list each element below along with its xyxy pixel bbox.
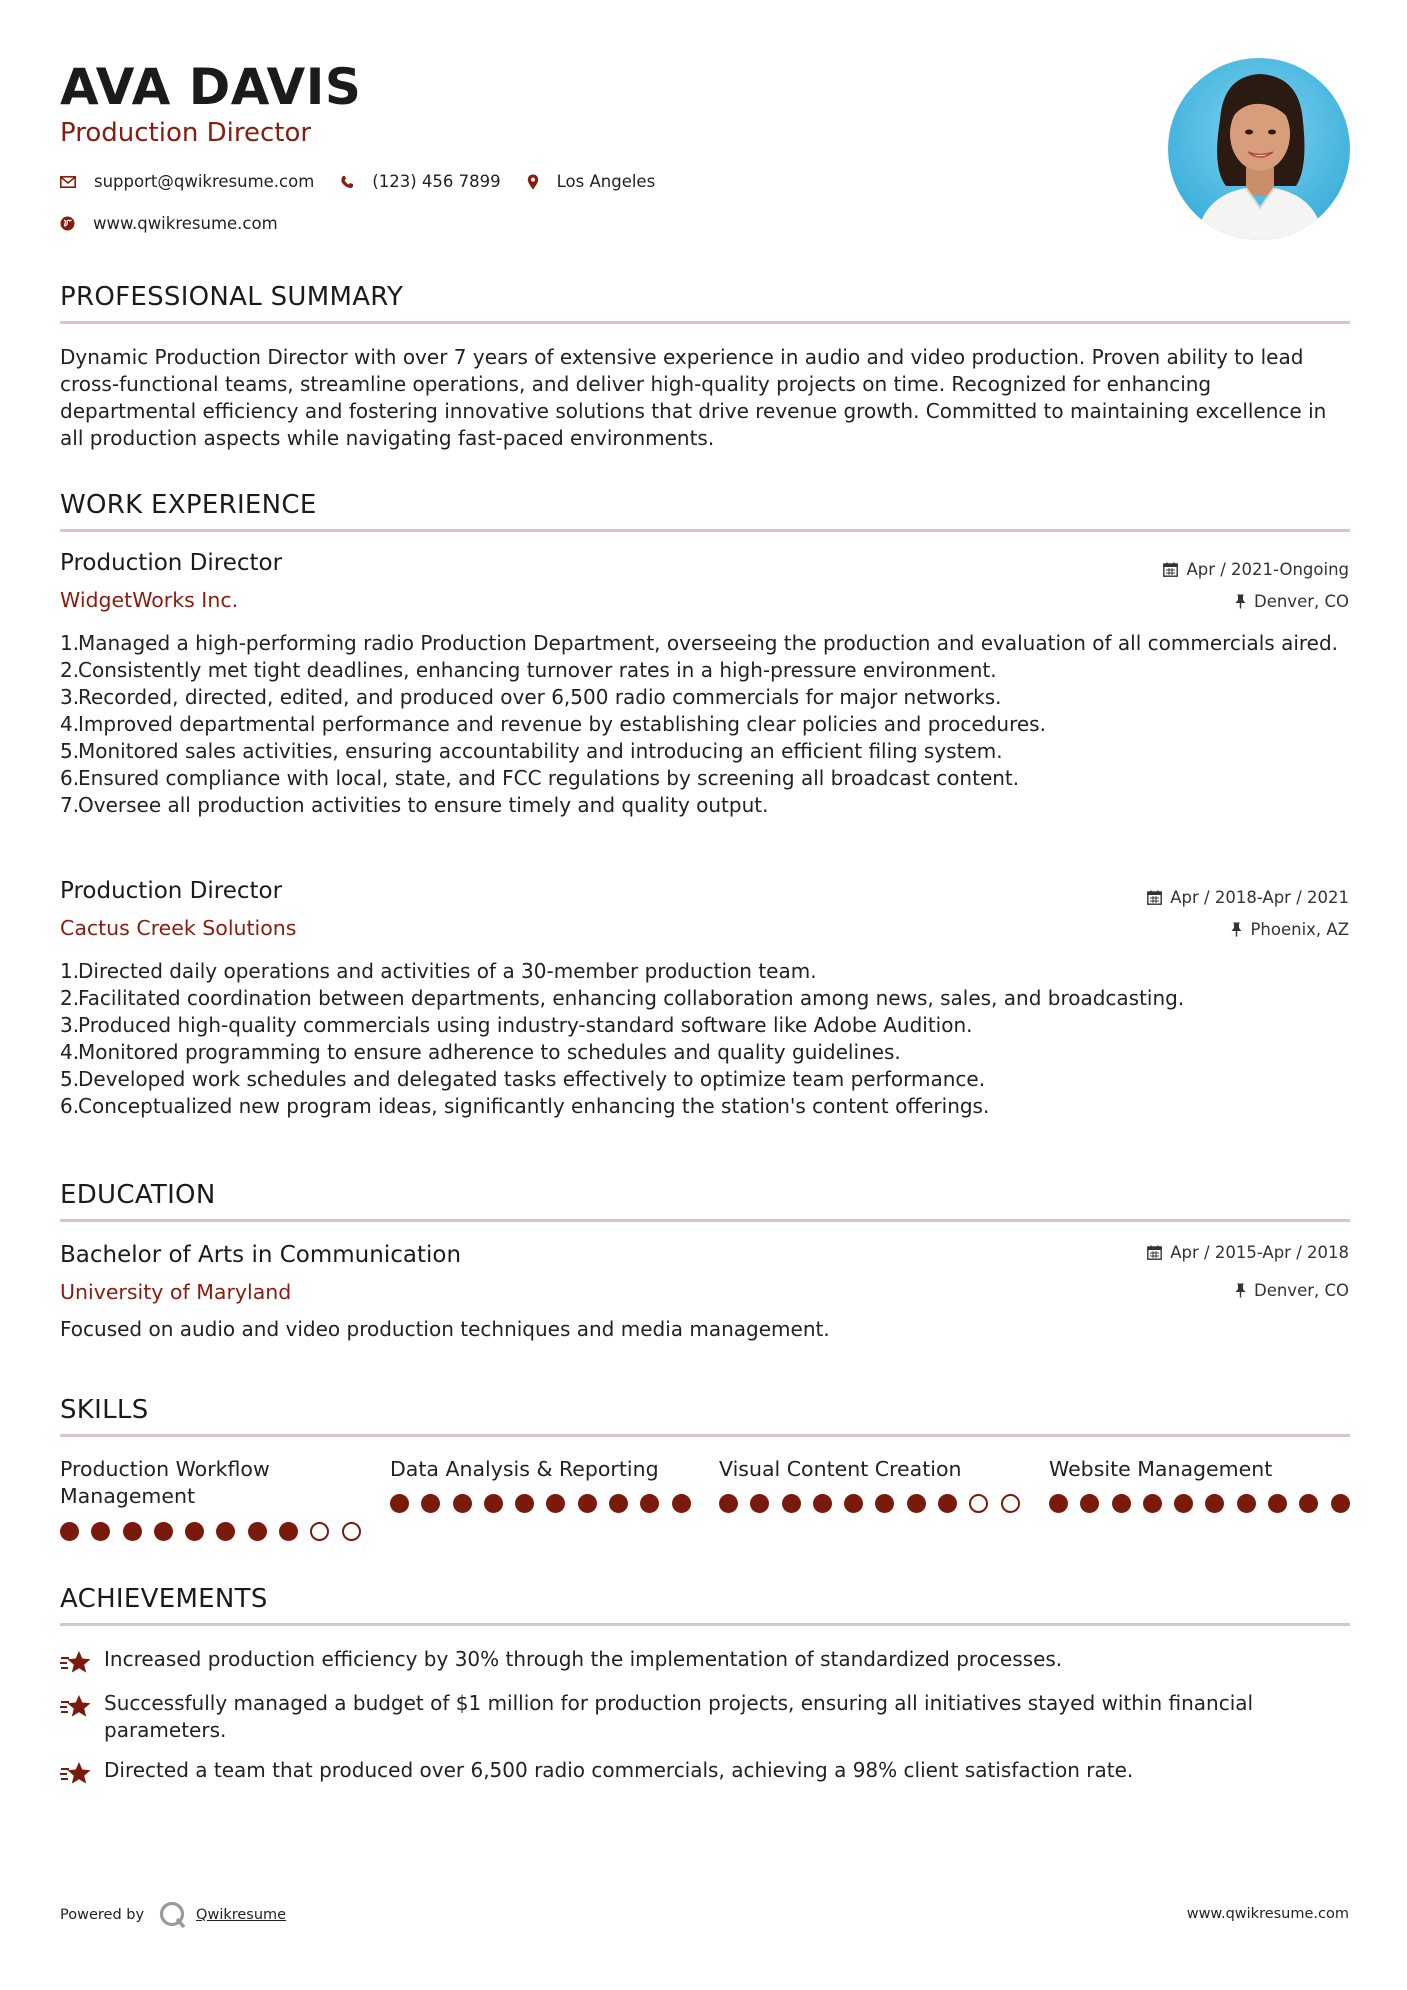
rating-dot-empty xyxy=(969,1494,988,1513)
list-item: 4. Monitored programming to ensure adherence to schedules and quality guidelines. xyxy=(60,1040,901,1064)
achievement-text: Successfully managed a budget of $1 million for production projects, ensuring all initiatives stayed within financial parameters. xyxy=(104,1691,1254,1742)
contact-row-1 xyxy=(60,172,681,191)
list-item: 3. Recorded, directed, edited, and produced over 6,500 radio commercials for major networks. xyxy=(60,685,1002,709)
achievement-text: Increased production efficiency by 30% through the implementation of standardized processes. xyxy=(104,1647,1063,1671)
list-item: 3. Produced high-quality commercials using industry-standard software like Adobe Audition. xyxy=(60,1013,973,1037)
job-location-text: Denver, CO xyxy=(1253,592,1349,611)
list-item: 2. Consistently met tight deadlines, enhancing turnover rates in a high-pressure environment. xyxy=(60,658,997,682)
candidate-name: AVA DAVIS xyxy=(60,58,362,116)
rating-dot-filled xyxy=(248,1522,267,1541)
skill-rating xyxy=(60,1522,373,1541)
globe-icon xyxy=(60,216,75,231)
experience-heading: WORK EXPERIENCE xyxy=(60,490,317,520)
skill-item xyxy=(1049,1456,1349,1483)
contact-email[interactable] xyxy=(60,172,314,191)
contact-location xyxy=(527,172,656,191)
rating-dot-filled xyxy=(154,1522,173,1541)
skills-heading: SKILLS xyxy=(60,1395,149,1425)
list-item: 2. Facilitated coordination between departments, enhancing collaboration among news, sales, and broadcasting. xyxy=(60,986,1185,1010)
skill-item xyxy=(60,1456,360,1510)
rating-dot-filled xyxy=(875,1494,894,1513)
skill-rating xyxy=(390,1494,703,1513)
contact-row-2 xyxy=(60,214,304,233)
rating-dot-filled xyxy=(1143,1494,1162,1513)
job-location-text: Phoenix, AZ xyxy=(1250,920,1349,939)
rating-dot-filled xyxy=(453,1494,472,1513)
achievement-star-icon xyxy=(60,1761,92,1787)
skill-name: Production Workflow Management xyxy=(60,1457,270,1508)
rating-dot-filled xyxy=(421,1494,440,1513)
location-text: Los Angeles xyxy=(556,172,656,191)
job-company: WidgetWorks Inc. xyxy=(60,588,239,612)
rating-dot-empty xyxy=(342,1522,361,1541)
location-pin-icon xyxy=(527,174,539,190)
list-item: 7. Oversee all production activities to ensure timely and quality output. xyxy=(60,793,769,817)
education-dates-text: Apr / 2015-Apr / 2018 xyxy=(1170,1243,1349,1262)
contact-website[interactable] xyxy=(60,214,278,233)
degree-title: Bachelor of Arts in Communication xyxy=(60,1242,462,1268)
skill-name: Visual Content Creation xyxy=(719,1457,962,1481)
education-dates xyxy=(1147,1243,1349,1262)
rating-dot-filled xyxy=(546,1494,565,1513)
contact-phone[interactable] xyxy=(340,172,500,191)
calendar-icon xyxy=(1163,562,1178,577)
job-title: Production Director xyxy=(60,878,283,904)
job-bullets xyxy=(60,630,1350,819)
rating-dot-filled xyxy=(1299,1494,1318,1513)
rating-dot-filled xyxy=(185,1522,204,1541)
achievement-star-icon xyxy=(60,1650,92,1676)
list-item: 6. Ensured compliance with local, state, and FCC regulations by screening all broadcast content. xyxy=(60,766,1020,790)
rating-dot-filled xyxy=(782,1494,801,1513)
pushpin-icon xyxy=(1235,594,1246,609)
rating-dot-filled xyxy=(672,1494,691,1513)
rating-dot-filled xyxy=(279,1522,298,1541)
skill-rating xyxy=(1049,1494,1362,1513)
job-bullets xyxy=(60,958,1350,1120)
list-item: 1. Directed daily operations and activities of a 30-member production team. xyxy=(60,959,817,983)
list-item: 6. Conceptualized new program ideas, significantly enhancing the station's content offerings. xyxy=(60,1094,990,1118)
achievement-text: Directed a team that produced over 6,500 radio commercials, achieving a 98% client satisfaction rate. xyxy=(104,1758,1134,1782)
achievement-item xyxy=(60,1690,1350,1744)
skill-item xyxy=(719,1456,1019,1483)
rating-dot-filled xyxy=(484,1494,503,1513)
phone-text: (123) 456 7899 xyxy=(372,172,501,191)
education-location xyxy=(1235,1281,1349,1300)
job-company: Cactus Creek Solutions xyxy=(60,916,297,940)
pushpin-icon xyxy=(1235,1283,1246,1298)
calendar-icon xyxy=(1147,890,1162,905)
school-name: University of Maryland xyxy=(60,1280,292,1304)
list-item: 5. Developed work schedules and delegated tasks effectively to optimize team performance. xyxy=(60,1067,986,1091)
rating-dot-filled xyxy=(640,1494,659,1513)
education-description: Focused on audio and video production techniques and media management. xyxy=(60,1317,830,1341)
rating-dot-filled xyxy=(844,1494,863,1513)
rating-dot-filled xyxy=(216,1522,235,1541)
email-icon xyxy=(60,176,76,188)
job-location xyxy=(1231,920,1349,939)
job-title: Production Director xyxy=(60,550,283,576)
job-location xyxy=(1235,592,1349,611)
website-text: www.qwikresume.com xyxy=(93,214,278,233)
rating-dot-empty xyxy=(310,1522,329,1541)
summary-heading: PROFESSIONAL SUMMARY xyxy=(60,282,404,312)
education-heading: EDUCATION xyxy=(60,1180,216,1210)
rating-dot-filled xyxy=(1080,1494,1099,1513)
achievement-star-icon xyxy=(60,1694,92,1720)
rating-dot-filled xyxy=(719,1494,738,1513)
job-dates-text: Apr / 2021-Ongoing xyxy=(1186,560,1349,579)
rating-dot-filled xyxy=(750,1494,769,1513)
phone-icon xyxy=(340,175,354,189)
email-text: support@qwikresume.com xyxy=(94,172,315,191)
rating-dot-filled xyxy=(1174,1494,1193,1513)
rating-dot-filled xyxy=(1112,1494,1131,1513)
list-item: 1. Managed a high-performing radio Production Department, overseeing the production and evaluation of all commercials aired. xyxy=(60,631,1339,655)
achievements-heading: ACHIEVEMENTS xyxy=(60,1584,268,1614)
experience-divider xyxy=(60,529,1350,532)
rating-dot-filled xyxy=(1268,1494,1287,1513)
list-item: 5. Monitored sales activities, ensuring accountability and introducing an efficient filing system. xyxy=(60,739,1003,763)
rating-dot-filled xyxy=(60,1522,79,1541)
job-dates-text: Apr / 2018-Apr / 2021 xyxy=(1170,888,1349,907)
achievements-divider xyxy=(60,1623,1350,1626)
education-location-text: Denver, CO xyxy=(1253,1281,1349,1300)
brand-link[interactable]: Qwikresume xyxy=(196,1907,287,1923)
footer-powered-by xyxy=(60,1900,286,1930)
rating-dot-filled xyxy=(907,1494,926,1513)
rating-dot-filled xyxy=(1331,1494,1350,1513)
rating-dot-filled xyxy=(1205,1494,1224,1513)
rating-dot-filled xyxy=(813,1494,832,1513)
rating-dot-filled xyxy=(390,1494,409,1513)
list-item: 4. Improved departmental performance and revenue by establishing clear policies and procedures. xyxy=(60,712,1046,736)
skill-rating xyxy=(719,1494,1032,1513)
rating-dot-filled xyxy=(515,1494,534,1513)
summary-divider xyxy=(60,321,1350,324)
education-divider xyxy=(60,1219,1350,1222)
profile-photo xyxy=(1168,58,1350,240)
summary-text: Dynamic Production Director with over 7 years of extensive experience in audio and video production. Proven ability to lead cross-functional teams, streamline operations, and deliver high-quality projects on time. Recognized for enhancing departmental efficiency and fostering innovative solutions that drive revenue growth. Committed to maintaining excellence in all production aspects while navigating fast-paced environments. xyxy=(60,345,1327,450)
rating-dot-filled xyxy=(91,1522,110,1541)
qwikresume-logo xyxy=(158,1900,188,1930)
achievement-item xyxy=(60,1646,1350,1676)
footer-website[interactable]: www.qwikresume.com xyxy=(1186,1906,1349,1922)
pushpin-icon xyxy=(1231,922,1242,937)
rating-dot-empty xyxy=(1001,1494,1020,1513)
rating-dot-filled xyxy=(938,1494,957,1513)
rating-dot-filled xyxy=(609,1494,628,1513)
skill-name: Website Management xyxy=(1049,1457,1273,1481)
rating-dot-filled xyxy=(1049,1494,1068,1513)
rating-dot-filled xyxy=(123,1522,142,1541)
job-dates xyxy=(1163,560,1349,579)
skills-divider xyxy=(60,1434,1350,1437)
rating-dot-filled xyxy=(1237,1494,1256,1513)
rating-dot-filled xyxy=(578,1494,597,1513)
skill-name: Data Analysis & Reporting xyxy=(390,1457,659,1481)
job-dates xyxy=(1147,888,1349,907)
powered-by-label: Powered by xyxy=(60,1907,145,1923)
achievement-item xyxy=(60,1757,1350,1787)
candidate-role: Production Director xyxy=(60,118,312,148)
skill-item xyxy=(390,1456,690,1483)
calendar-icon xyxy=(1147,1245,1162,1260)
